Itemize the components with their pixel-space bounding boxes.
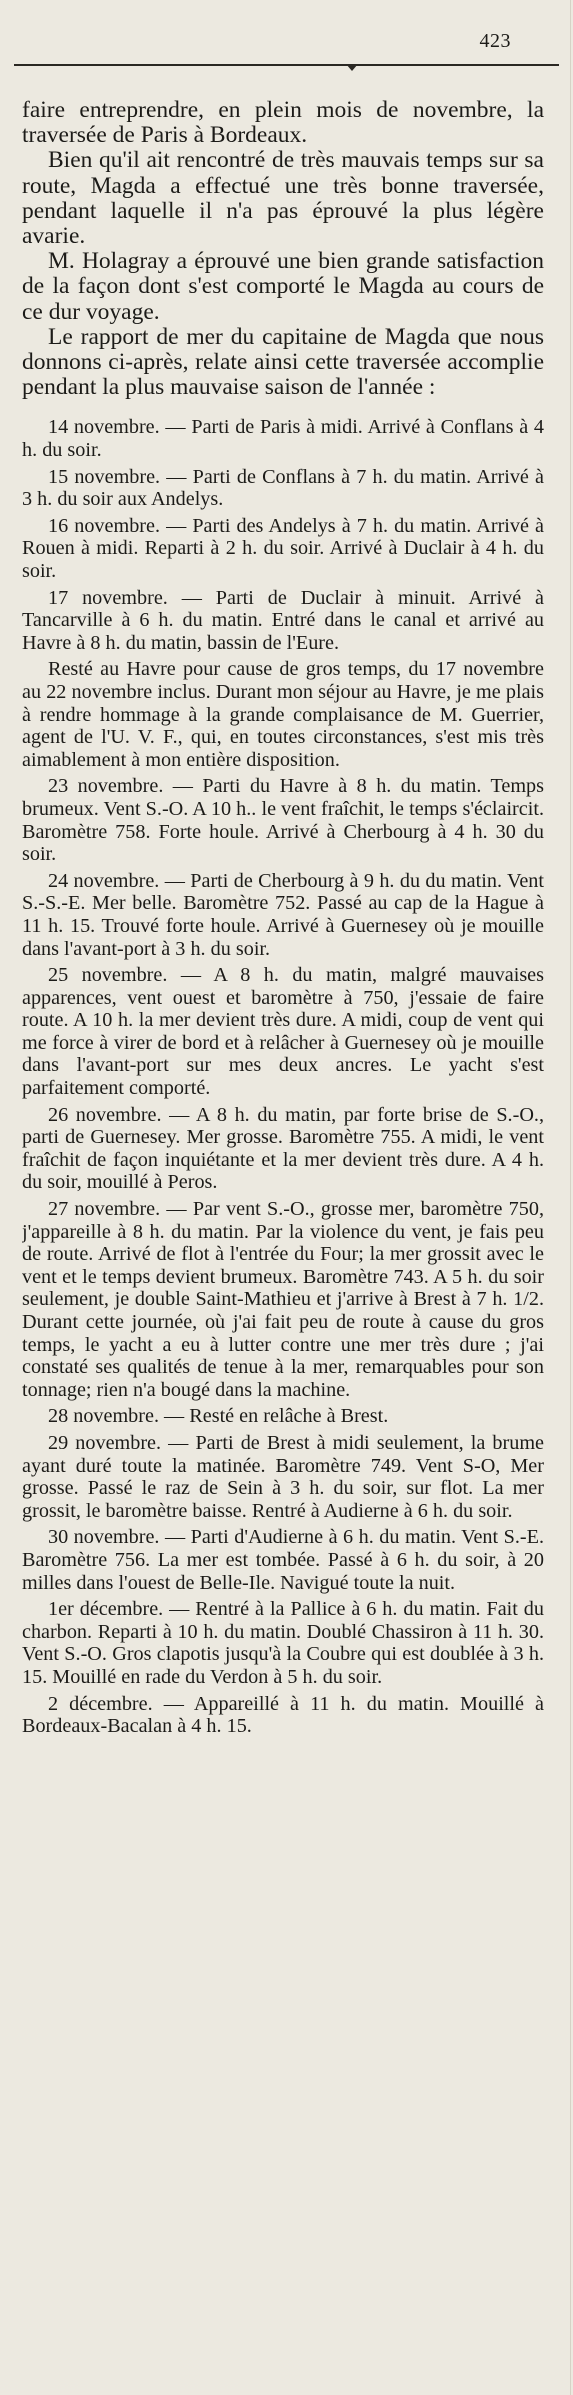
text-column (22, 98, 544, 2388)
page-number: 423 (479, 30, 511, 52)
log-entry: 14 novembre. — Parti de Paris à midi. Arrivé à Conflans à 4 h. du soir. (22, 416, 544, 462)
page-edge (570, 0, 571, 2395)
log-entry: 29 novembre. — Parti de Brest à midi seulement, la brume ayant duré toute la matinée. Baromètre 749. Vent S-O, Mer grosse. Passé le raz de Sein à 3 h. du soir, sur flot. La mer grossit, le baromètre baisse. Rentré à Audierne à 6 h. du soir. (22, 1431, 544, 1522)
log-entry: 17 novembre. — Parti de Duclair à minuit. Arrivé à Tancarville à 6 h. du matin. Entré dans le canal et arrivé au Havre à 8 h. du matin, bassin de l'Eure. (22, 586, 544, 654)
log-entry: 16 novembre. — Parti des Andelys à 7 h. du matin. Arrivé à Rouen à midi. Reparti à 2 h. du soir. Arrivé à Duclair à 4 h. du soir. (22, 514, 544, 582)
log-entry: 25 novembre. — A 8 h. du matin, malgré mauvaises apparences, vent ouest et baromètre à 750, j'essaie de faire route. A 10 h. la mer devient très dure. A midi, coup de vent qui me force à virer de bord et à relâcher à Guernesey où je mouille dans l'avant-port sur mes deux ancres. Le yacht s'est parfaitement comporté. (22, 964, 544, 1100)
log-entry: 2 décembre. — Appareillé à 11 h. du matin. Mouillé à Bordeaux-Bacalan à 4 h. 15. (22, 1692, 544, 1738)
intro-paragraph: Bien qu'il ait rencontré de très mauvais temps sur sa route, Magda a effectué une très bonne traversée, pendant laquelle il n'a pas éprouvé la plus légère avarie. (22, 147, 544, 250)
log-entry: 1er décembre. — Rentré à la Pallice à 6 h. du matin. Fait du charbon. Reparti à 10 h. du matin. Doublé Chassiron à 11 h. 30. Vent S.-O. Gros clapotis jusqu'à la Coubre qui est doublée à 3 h. 15. Mouillé en rade du Verdon à 5 h. du soir. (22, 1598, 544, 1688)
intro-section (22, 98, 544, 400)
log-entry: 28 novembre. — Resté en relâche à Brest. (48, 1405, 389, 1428)
intro-paragraph: M. Holagray a éprouvé une bien grande satisfaction de la façon dont s'est comporté le Magda au cours de ce dur voyage. (22, 248, 544, 325)
log-entry: 24 novembre. — Parti de Cherbourg à 9 h. du du matin. Vent S.-S.-E. Mer belle. Baromètre 752. Passé au cap de la Hague à 11 h. 15. Trouvé forte houle. Arrivé à Guernesey où je mouille dans l'avant-port à 3 h. du soir. (22, 869, 544, 960)
log-entry: 30 novembre. — Parti d'Audierne à 6 h. du matin. Vent S.-E. Baromètre 756. La mer est tombée. Passé à 6 h. du soir, à 20 milles dans l'ouest de Belle-Ile. Navigué toute la nuit. (22, 1526, 544, 1594)
log-entry: 23 novembre. — Parti du Havre à 8 h. du matin. Temps brumeux. Vent S.-O. A 10 h.. le vent fraîchit, le temps s'éclaircit. Baromètre 758. Forte houle. Arrivé à Cherbourg à 4 h. 30 du soir. (22, 775, 544, 866)
log-entry: 27 novembre. — Par vent S.-O., grosse mer, baromètre 750, j'appareille à 8 h. du matin. Par la violence du vent, je fais peu de route. Arrivé de flot à l'entrée du Four; la mer grossit avec le vent et le temps devient brumeux. Baromètre 743. A 5 h. du soir seulement, je double Saint-Mathieu et j'arrive à Brest à 7 h. 1/2. Durant cette journée, où j'ai fait peu de route à cause du gros temps, le yacht a eu à lutter contre une mer très dure ; j'ai constaté ses qualités de tenue à la mer, remarquables pour son tonnage; rien n'a bougé dans la machine. (22, 1198, 544, 1401)
log-entry: 15 novembre. — Parti de Conflans à 7 h. du matin. Arrivé à 3 h. du soir aux Andelys. (22, 465, 544, 511)
header-rule-ornament (346, 64, 358, 71)
header-rule (14, 64, 559, 66)
intro-paragraph: faire entreprendre, en plein mois de novembre, la traversée de Paris à Bordeaux. (22, 98, 544, 149)
log-entry: 26 novembre. — A 8 h. du matin, par forte brise de S.-O., parti de Guernesey. Mer grosse. Baromètre 755. A midi, le vent fraîchit de façon inquiétante et la mer devient très dure. A 4 h. du soir, mouillé à Peros. (22, 1103, 544, 1194)
intro-paragraph: Le rapport de mer du capitaine de Magda que nous donnons ci-après, relate ainsi cette traversée accomplie pendant la plus mauvaise saison de l'année : (22, 323, 544, 401)
log-entry: Resté au Havre pour cause de gros temps, du 17 novembre au 22 novembre inclus. Durant mon séjour au Havre, je me plais à rendre hommage à la grande complaisance de M. Guerrier, agent de l'U. V. F., qui, en toutes circonstances, s'est mis très aimablement à mon entière disposition. (22, 658, 544, 771)
log-entries (22, 416, 544, 1737)
